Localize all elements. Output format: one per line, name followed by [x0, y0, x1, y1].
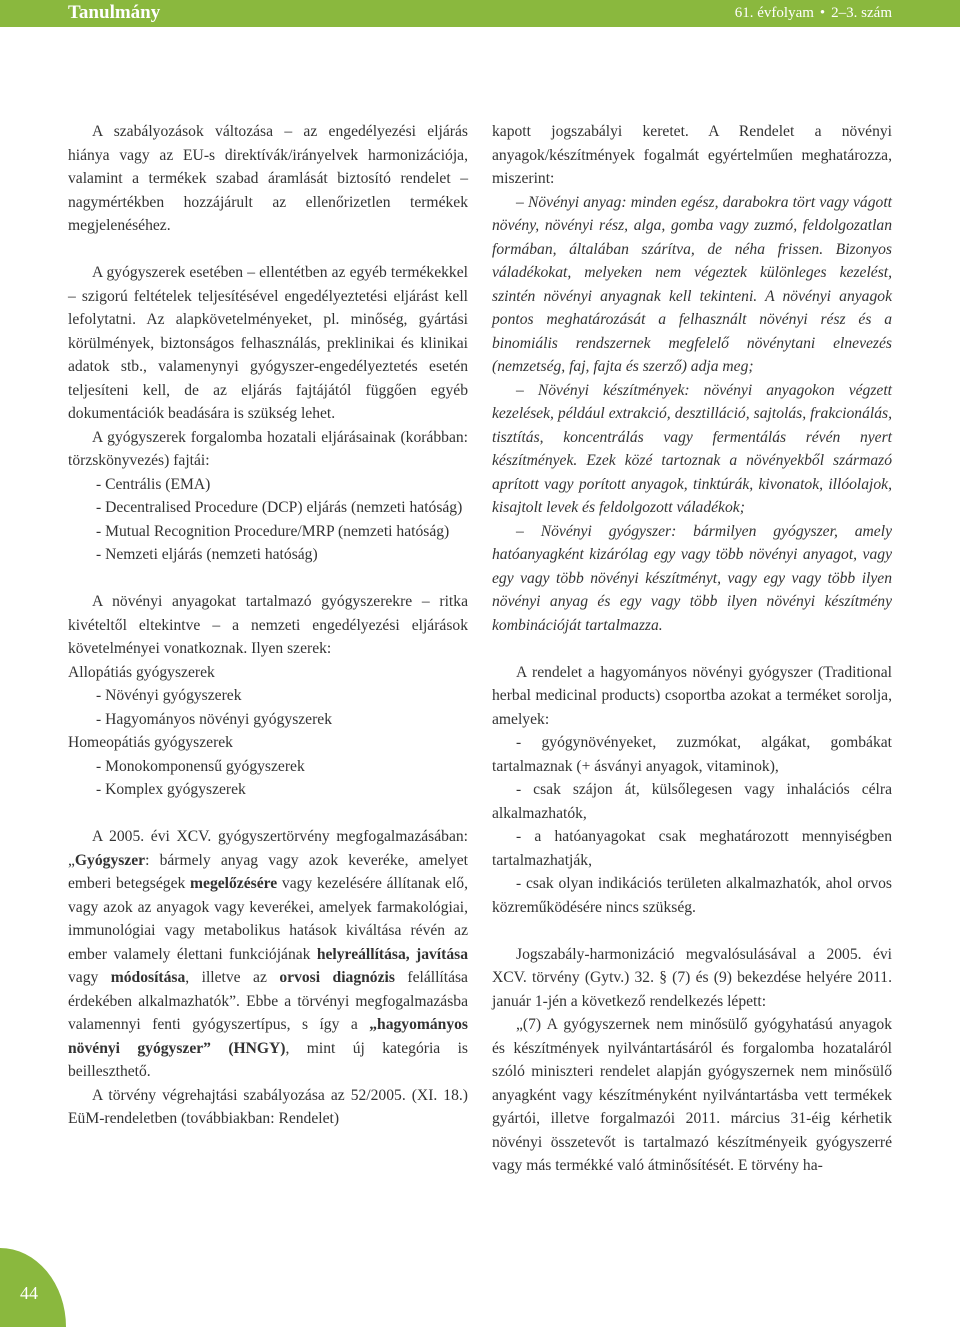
list-item: - Nemzeti eljárás (nemzeti hatóság)	[96, 546, 318, 563]
paragraph: A növényi anyagokat tartalmazó gyógyszerekre – ritka kivételtől eltekintve – a nemzeti engedélyezési eljárások követelményei vonatkoznak. Ilyen szerek:	[68, 593, 468, 657]
list-item: - a hatóanyagokat csak meghatározott mennyiségben tartalmazhatják,	[492, 828, 892, 869]
list-item: - Növényi gyógyszerek	[96, 687, 242, 704]
list-item: - Hagyományos növényi gyógyszerek	[96, 710, 333, 728]
list-item: - gyógynövényeket, zuzmókat, algákat, gombákat tartalmaznak (+ ásványi anyagok, vitaminok),	[492, 734, 892, 775]
list-item: - csak szájon át, külsőlegesen vagy inhalációs célra alkalmazhatók,	[492, 781, 892, 822]
right-column	[492, 120, 892, 1178]
page-header	[0, 0, 960, 27]
list-item: - Decentralised Procedure (DCP) eljárás (nemzeti hatóság)	[96, 499, 463, 516]
issue-label: 2–3. szám	[831, 5, 892, 21]
section-title: Tanulmány	[68, 2, 161, 23]
paragraph: kapott jogszabályi keretet. A Rendelet a növényi anyagok/készítmények fogalmát egyértelműen meghatározza, miszerint:	[492, 123, 892, 187]
bullet-separator: •	[819, 5, 826, 21]
paragraph: A szabályozások változása – az engedélyezési eljárás hiánya vagy az EU-s direktívák/irányelvek harmonizációja, valamint a termékek szabad áramlását biztosító rendelet – nagymértékben hozzájárult az ellenőrizetlen termékek megjelenéséhez.	[68, 123, 468, 234]
quote-paragraph: „(7) A gyógyszernek nem minősülő gyógyhatású anyagok és készítmények nyilvántartásáról és forgalomba hozataláról szóló miniszteri rendelet alapján gyógyszernek nem minősülő anyagként vagy készítményként nyilvántartásba vett termékek gyártói, illetve forgalmazói 2011. március 31-éig kérhetik növényi összetevőt is tartalmazó készítményeik gyógyszerré vagy más termékké való átminősítését. E törvény ha-	[492, 1016, 892, 1174]
issue-info	[735, 5, 892, 22]
paragraph: A gyógyszerek esetében – ellentétben az egyéb termékekkel – szigorú feltételek teljesítésével engedélyeztetési eljárást kell lefolytatni. Az alapkövetelményeket, pl. minőség, gyártási körülmények, biztonságos felhasználás, preklinikai és klinikai adatok stb., valamenynyi gyógyszer-engedélyeztetés esetén teljesíteni kell, de az eljárás fajtájától függően egyéb dokumentációk beadására is szükség lehet.	[68, 264, 468, 422]
left-column	[68, 120, 468, 1131]
definition-item: – Növényi anyag: minden egész, darabokra tört vagy vágott növény, növényi rész, alga, gomba vagy zuzmó, feldolgozatlan formában, általában szárítva, de néha frissen. Bizonyos váladékokat, melyeken nem végeztek különleges kezelést, szintén növényi anyagnak kell tekinteni. A növényi anyagok pontos meghatározását a felhasznált növényi rész és a binomiális rendszernek megfelelő növénytani elnevezés (nemzetség, faj, fajta és szerző) adja meg;	[492, 193, 892, 375]
list-item: - csak olyan indikációs területen alkalmazhatók, ahol orvos közreműködésére nincs szükség.	[492, 875, 892, 916]
paragraph: A 2005. évi XCV. gyógyszertörvény megfogalmazásában: „Gyógyszer: bármely anyag vagy azok keveréke, amelyet emberi betegségek megelőzésére vagy kezelésére állítanak elő, vagy azok az anyagok vagy keverékei, amelyek farmakológiai, immunológiai vagy metabolikus hatások kiváltása révén az ember valamely élettani funkciójának helyreállítása, javítása vagy módosítása, illetve az orvosi diagnózis felállítása érdekében alkalmazhatók”. Ebbe a törvényi megfogalmazásba valamennyi fenti gyógyszertípus, s így a „hagyományos növényi gyógyszer” (HNGY), mint új kategória is beilleszthető.	[68, 828, 468, 1080]
definition-item: – Növényi készítmények: növényi anyagokon végzett kezelések, például extrakció, desztilláció, sajtolás, frakcionálás, tisztítás, koncentrálás vagy fermentálás révén nyert készítmények. Ezek közé tartoznak a növényekből származó aprított vagy porított anyagok, tinktúrák, kivonatok, illóolajok, kisajtolt levek és feldolgozott váladékok;	[492, 381, 892, 516]
paragraph: A gyógyszerek forgalomba hozatali eljárásainak (korábban: törzskönyvezés) fajtái:	[68, 428, 468, 469]
list-item: - Mutual Recognition Procedure/MRP (nemzeti hatóság)	[96, 522, 450, 540]
category-heading: Allopátiás gyógyszerek	[68, 663, 215, 681]
definition-item: – Növényi gyógyszer: bármilyen gyógyszer, amely hatóanyagként kizárólag egy vagy több növényi anyagot, vagy egy vagy több növényi készítményt, vagy egy vagy több ilyen növényi anyag és egy vagy több ilyen növényi készítmény kombinációját tartalmazza.	[492, 522, 892, 634]
list-item: - Centrális (EMA)	[96, 475, 211, 493]
list-item: - Komplex gyógyszerek	[96, 781, 246, 798]
page-number: 44	[20, 1283, 38, 1303]
volume-label: 61. évfolyam	[734, 5, 814, 21]
category-heading: Homeopátiás gyógyszerek	[68, 734, 233, 751]
paragraph: A törvény végrehajtási szabályozása az 52/2005. (XI. 18.) EüM-rendeletben (továbbiakban: Rendelet)	[68, 1086, 468, 1127]
paragraph: A rendelet a hagyományos növényi gyógyszer (Traditional herbal medicinal products) csoportba azokat a terméket sorolja, amelyek:	[492, 663, 892, 728]
list-item: - Monokomponensű gyógyszerek	[96, 757, 305, 775]
paragraph: Jogszabály-harmonizáció megvalósulásával a 2005. évi XCV. törvény (Gytv.) 32. § (7) és (9) bekezdése helyére 2011. január 1-jén a következő rendelkezés lépett:	[492, 945, 892, 1010]
